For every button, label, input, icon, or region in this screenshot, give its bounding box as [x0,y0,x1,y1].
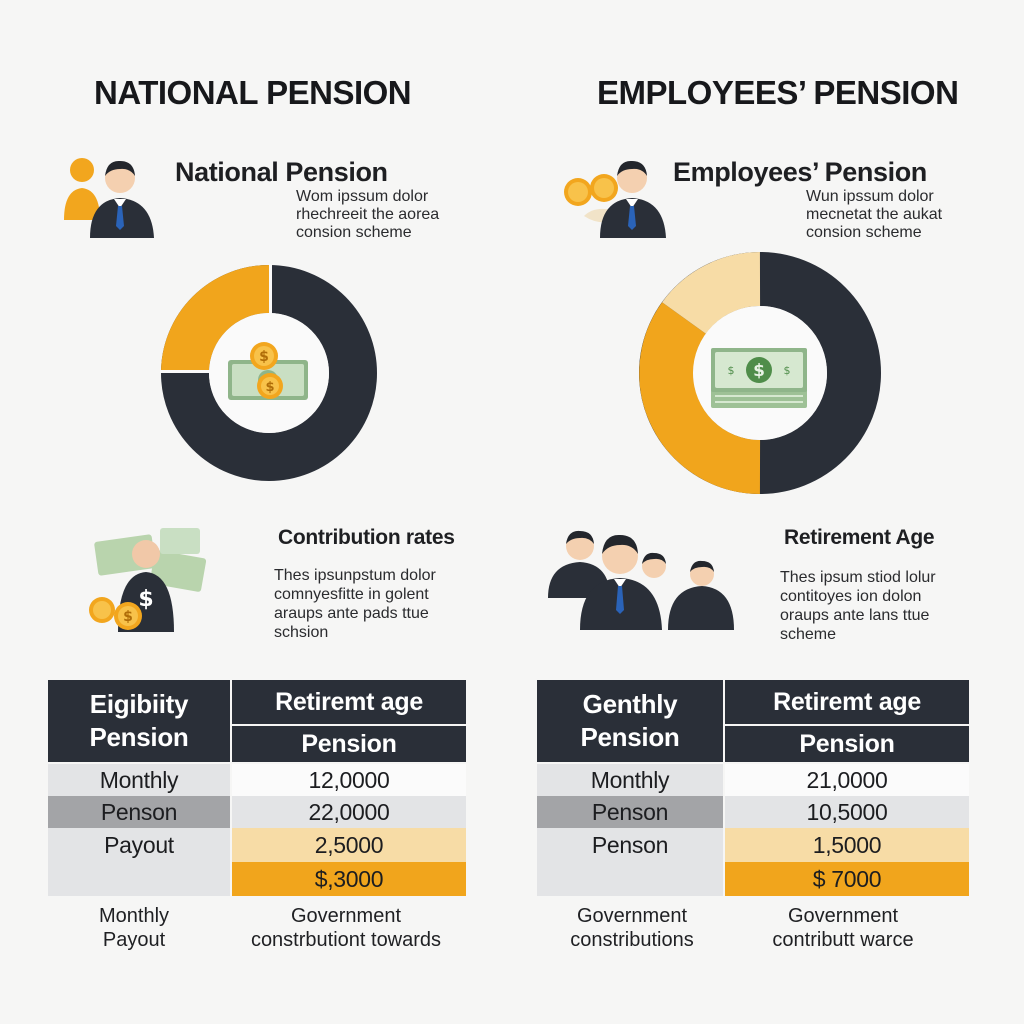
left-foot-note: Government constrbutiont towards [250,905,442,951]
table-header-eligibility: Eigibiity Pension [48,680,230,762]
left-foot-label: Monthly Payout [98,905,170,951]
coins-person-icon [560,156,670,238]
table-row-label: Payout [48,828,230,896]
left-head-title: National Pension [175,157,388,187]
cash-coins-icon [224,338,314,408]
table-row-value: 1,5000 [725,828,969,862]
table-row-value: 10,5000 [725,796,969,828]
right-foot-label: Government constributions [570,905,694,951]
money-person-icon [88,524,210,636]
right-main-title: EMPLOYEES’ PENSION [597,74,959,111]
right-head-description: Wun ipssum dolor mecnetat the aukat consion scheme [806,188,943,241]
table-row-value: 2,5000 [232,828,466,862]
right-section-title: Retirement Age [784,526,935,549]
table-header-pension: Pension [232,726,466,762]
left-section-text: Thes ipsunpstum dolor comnyesfitte in golent araups ante pads ttue schsion [274,567,436,641]
svg-text:$: $ [265,380,275,395]
svg-text:$: $ [753,361,765,381]
left-section-title: Contribution rates [278,526,455,549]
table-header-retirement-age: Retiremt age [725,680,969,724]
svg-text:$: $ [259,349,269,365]
table-row-value: 12,0000 [232,764,466,796]
svg-text:$: $ [727,364,735,377]
table-header-pension: Pension [725,726,969,762]
left-main-title: NATIONAL PENSION [94,74,412,111]
right-pension-table [537,680,969,896]
group-people-icon [544,526,736,630]
svg-text:$: $ [783,364,791,377]
table-row-value: $,3000 [232,862,466,896]
cash-stack-icon [709,344,809,410]
table-header-monthly-pension: Genthly Pension [537,680,723,762]
table-row-value: 22,0000 [232,796,466,828]
people-icon [62,156,158,238]
table-header-retirement-age: Retiremt age [232,680,466,724]
table-row-value: $ 7000 [725,862,969,896]
table-row-label: Monthly [48,764,230,796]
right-head-title: Employees’ Pension [673,157,927,187]
left-pension-table [48,680,466,896]
right-foot-note: Government contributt warce [772,905,914,951]
table-row-label: Penson [537,828,723,896]
right-section-text: Thes ipsum stiod lolur contitoyes ion dolon oraups ante lans ttue scheme [780,569,936,643]
table-row-label: Monthly [537,764,723,796]
svg-text:$: $ [123,609,133,625]
table-row-label: Penson [537,796,723,828]
svg-text:$: $ [138,587,154,612]
left-head-description: Wom ipssum dolor rhechreeit the aorea consion scheme [296,188,440,241]
table-row-value: 21,0000 [725,764,969,796]
table-row-label: Penson [48,796,230,828]
